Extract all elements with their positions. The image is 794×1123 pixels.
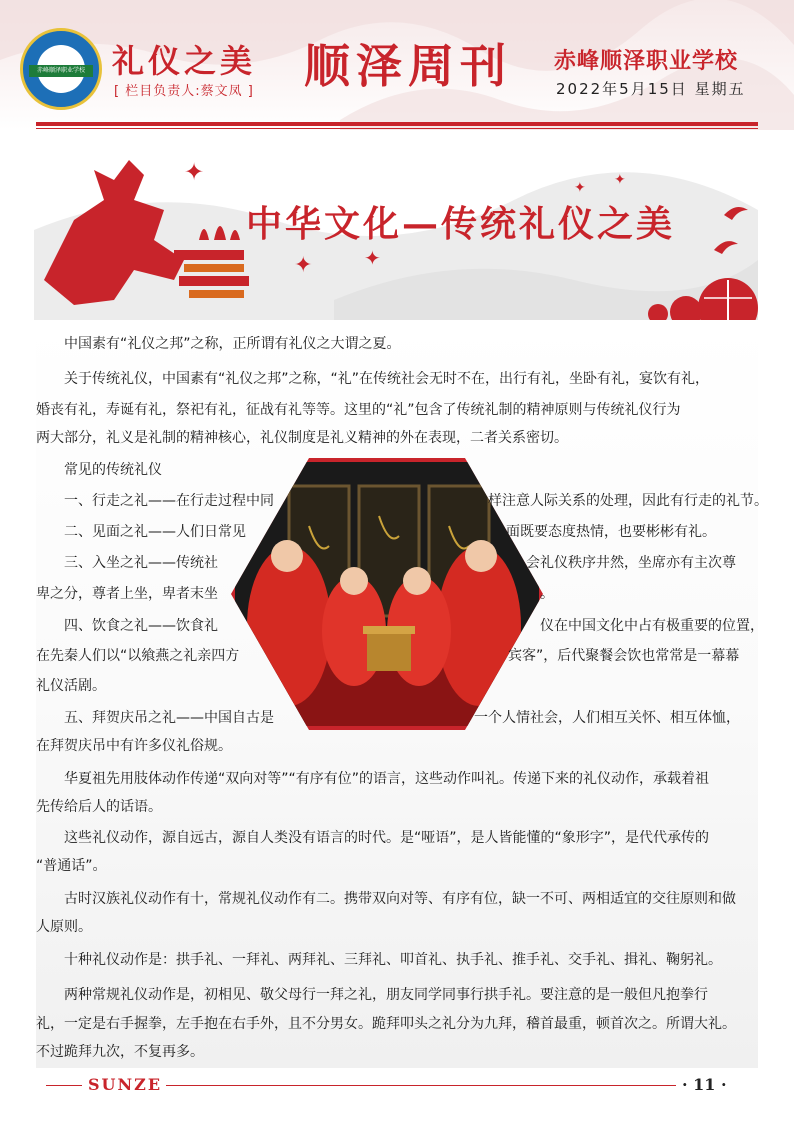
svg-text:✦: ✦ [184,158,205,186]
column-editor: [ 栏目负责人:蔡文凤 ] [114,84,254,99]
article-line-right: 宾客”，后代聚餐会饮也常常是一幕幕 [508,648,740,664]
article-line-left: 五、拜贺庆吊之礼——中国自古是 [64,710,274,726]
article-line: 两种常规礼仪动作是，初相见、敬父母行一拜之礼，朋友同学同事行拱手礼。要注意的是一般但凡抱拳行 [64,987,708,1003]
article-line-right: 仪在中国文化中占有极重要的位置， [540,618,764,634]
article-line: “普通话”。 [36,858,107,874]
school-name: 赤峰顺泽职业学校 [554,49,739,74]
column-title: 礼仪之美 [112,42,257,80]
logo-text: 赤峰顺泽职业学校 [29,65,93,77]
article-line-right: 会礼仪秩序井然，坐席亦有主次尊 [526,555,736,571]
article-line-left: 礼仪活剧。 [36,678,106,694]
article-line-right: 样注意人际关系的处理，因此有行走的礼节。 [488,493,768,509]
article-line: 常见的传统礼仪 [64,462,162,478]
article-line: 古时汉族礼仪动作有十，常规礼仪动作有二。携带双向对等、有序有位，缺一不可、两相适宜的交往原则和做 [64,891,736,907]
article-line-right: 一个人情社会，人们相互关怀、相互体恤， [474,710,740,726]
article-line: 关于传统礼仪，中国素有“礼仪之邦”之称，“礼”在传统社会无时不在，出行有礼，坐卧有礼，宴饮有礼， [64,371,710,387]
article-line-left: 在先秦人们以“以飨燕之礼亲四方 [36,648,240,664]
article-line-left: 卑之分，尊者上坐，卑者末坐 [36,586,218,602]
footer-brand: SUNZE [88,1075,163,1094]
article-line: 礼，一定是右手握拳，左手抱在右手外，且不分男女。跪拜叩头之礼分为九拜，稽首最重，顿首次之。所谓大礼。 [36,1016,736,1032]
article-line-left: 三、入坐之礼——传统社 [64,555,218,571]
article-line: 这些礼仪动作，源自远古，源自人类没有语言的时代。是“哑语”，是人皆能懂的“象形字”，是代代承传的 [64,830,710,846]
header-rule [36,122,758,126]
publication-title: 顺泽周刊 [304,39,512,93]
article-line-left: 四、饮食之礼——饮食礼 [64,618,218,634]
article-line: 两大部分，礼义是礼制的精神核心，礼仪制度是礼义精神的外在表现，二者关系密切。 [36,430,568,446]
footer-rule-left [46,1085,82,1086]
page-number: · 11 · [682,1075,727,1094]
school-logo [20,28,102,110]
article-line-left: 二、见面之礼——人们日常见 [64,524,246,540]
article-line: 十种礼仪动作是：拱手礼、一拜礼、两拜礼、三拜礼、叩首礼、执手礼、推手礼、交手礼、揖礼、鞠躬礼。 [64,952,722,968]
article-line-right: 。 [540,586,554,602]
svg-text:✦: ✦ [614,172,626,188]
article-line-right: 面既要态度热情，也要彬彬有礼。 [506,524,716,540]
article-line: 中国素有“礼仪之邦”之称，正所谓有礼仪之大谓之夏。 [64,336,401,352]
article-line: 人原则。 [36,919,92,935]
article-line: 先传给后人的话语。 [36,799,162,815]
article-line: 华夏祖先用肢体动作传递“双向对等”“有序有位”的语言，这些动作叫礼。传递下来的礼仪动作，承载着祖 [64,771,710,787]
article-line: 在拜贺庆吊中有许多仪礼俗规。 [36,738,232,754]
svg-text:✦: ✦ [574,180,586,196]
article-line: 婚丧有礼，寿诞有礼，祭祀有礼，征战有礼等等。这里的“礼”包含了传统礼制的精神原则与传统礼仪行为 [36,402,681,418]
banner-title: 中华文化—传统礼仪之美 [246,203,676,245]
issue-date: 2022年5月15日 星期五 [556,80,746,98]
svg-text:✦: ✦ [364,246,381,270]
footer-rule-right [166,1085,676,1086]
article-line: 不过跪拜九次，不复再多。 [36,1044,204,1060]
header-rule-thin [36,128,758,129]
svg-text:✦: ✦ [294,253,313,278]
article-line-left: 一、行走之礼——在行走过程中同 [64,493,274,509]
